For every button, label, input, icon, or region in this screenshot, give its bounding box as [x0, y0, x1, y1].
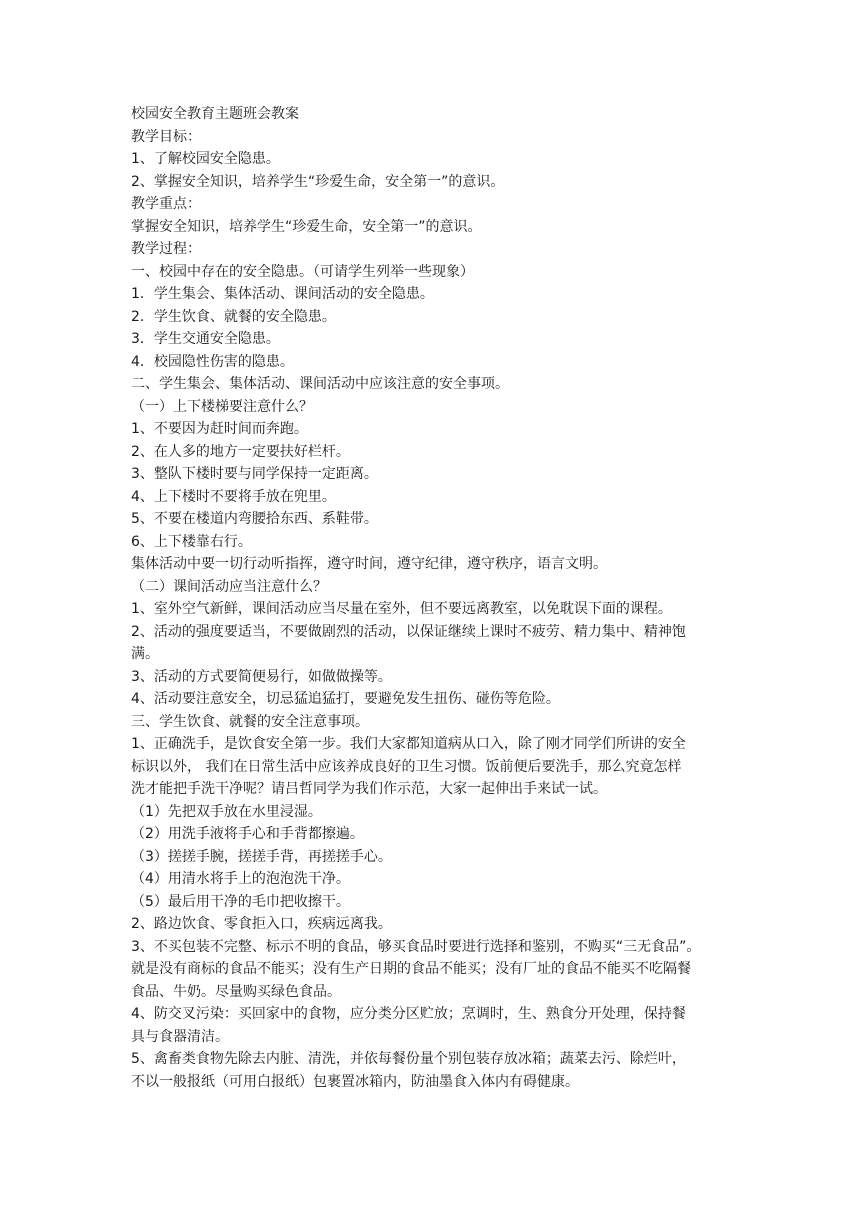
list-item: 4、上下楼时不要将手放在兜里。	[131, 488, 336, 505]
list-item-continuation: 具与食器清洁。	[131, 1028, 229, 1045]
list-item: 3．学生交通安全隐患。	[131, 331, 280, 347]
list-item: 4、活动要注意安全，切忌猛追猛打，要避免发生扭伤、碰伤等危险。	[131, 691, 560, 707]
sub-list-item: （1）先把双手放在水里浸湿。	[131, 803, 322, 820]
sub-list-item: （3）搓搓手腕，搓搓手背，再搓搓手心。	[131, 848, 392, 865]
list-item-continuation: 就是没有商标的食品不能买；没有生产日期的食品不能买；没有厂址的食品不能买不吃隔餐	[131, 961, 691, 977]
list-item: 2、在人多的地方一定要扶好栏杆。	[131, 443, 350, 460]
list-item: 4．校园隐性伤害的隐患。	[131, 353, 294, 370]
section-heading-objectives: 教学目标：	[131, 128, 201, 145]
list-item: 1、正确洗手，是饮食安全第一步。我们大家都知道病从口入，除了刚才同学们所讲的安全	[131, 736, 686, 752]
list-item: 1、室外空气新鲜，课间活动应当尽量在室外，但不要远离教室，以免耽误下面的课程。	[131, 601, 672, 617]
subsection-heading-recess: （二）课间活动应当注意什么？	[131, 578, 327, 595]
sub-list-item: （5）最后用干净的毛巾把收擦干。	[131, 893, 350, 910]
list-item: 5、禽畜类食物先除去内脏、清洗，并依每餐份量个别包装存放冰箱；蔬菜去污、除烂叶，	[131, 1051, 686, 1067]
list-item-continuation: 食品、牛奶。尽量购买绿色食品。	[131, 983, 341, 1000]
objective-item: 2、掌握安全知识，培养学生“珍爱生命，安全第一”的意识。	[131, 173, 505, 190]
part-heading-1: 一、校园中存在的安全隐患。（可请学生列举一些现象）	[131, 263, 474, 280]
list-item: 3、不买包装不完整、标示不明的食品，够买食品时要进行选择和鉴别，不购买“三无食品”。	[131, 938, 701, 955]
list-item: 1．学生集会、集体活动、课间活动的安全隐患。	[131, 286, 434, 302]
list-item: 2、活动的强度要适当，不要做剧烈的活动，以保证继续上课时不疲劳、精力集中、精神饱	[131, 623, 686, 640]
list-item: 4、防交叉污染：买回家中的食物，应分类分区贮放；烹调时，生、熟食分开处理，保持餐	[131, 1006, 686, 1022]
part-heading-2: 二、学生集会、集体活动、课间活动中应该注意的安全事项。	[131, 376, 509, 392]
list-item-continuation: 满。	[131, 646, 159, 662]
list-item: 1、不要因为赶时间而奔跑。	[131, 421, 308, 437]
paragraph-line: 集体活动中要一切行动听指挥，遵守时间，遵守纪律，遵守秩序，语言文明。	[131, 556, 607, 572]
list-item: 2、路边饮食、零食拒入口，疾病远离我。	[131, 916, 392, 932]
section-heading-process: 教学过程：	[131, 241, 201, 257]
part-heading-3: 三、学生饮食、就餐的安全注意事项。	[131, 713, 369, 730]
sub-list-item: （4）用清水将手上的泡泡洗干净。	[131, 871, 350, 887]
subsection-heading-stairs: （一）上下楼梯要注意什么？	[131, 398, 313, 415]
document-page	[131, 103, 735, 1093]
list-item: 3、整队下楼时要与同学保持一定距离。	[131, 466, 378, 482]
list-item: 2．学生饮食、就餐的安全隐患。	[131, 308, 336, 325]
document-title: 校园安全教育主题班会教案	[131, 106, 299, 122]
list-item-continuation: 标识以外， 我们在日常生活中应该养成良好的卫生习惯。饭前便后要洗手，那么究竟怎样	[131, 758, 682, 775]
list-item: 6、上下楼靠右行。	[131, 533, 252, 550]
list-item: 5、不要在楼道内弯腰拾东西、系鞋带。	[131, 511, 378, 527]
objective-item: 1、了解校园安全隐患。	[131, 151, 280, 167]
sub-list-item: （2）用洗手液将手心和手背都擦遍。	[131, 826, 364, 842]
list-item: 3、活动的方式要简便易行，如做做操等。	[131, 668, 392, 685]
list-item-continuation: 洗才能把手洗干净呢？请吕哲同学为我们作示范，大家一起伸出手来试一试。	[131, 781, 607, 797]
section-heading-key-points: 教学重点：	[131, 196, 201, 212]
list-item-continuation: 不以一般报纸（可用白报纸）包裹置冰箱内，防油墨食入体内有碍健康。	[131, 1073, 579, 1090]
key-point-text: 掌握安全知识，培养学生“珍爱生命，安全第一”的意识。	[131, 218, 482, 235]
